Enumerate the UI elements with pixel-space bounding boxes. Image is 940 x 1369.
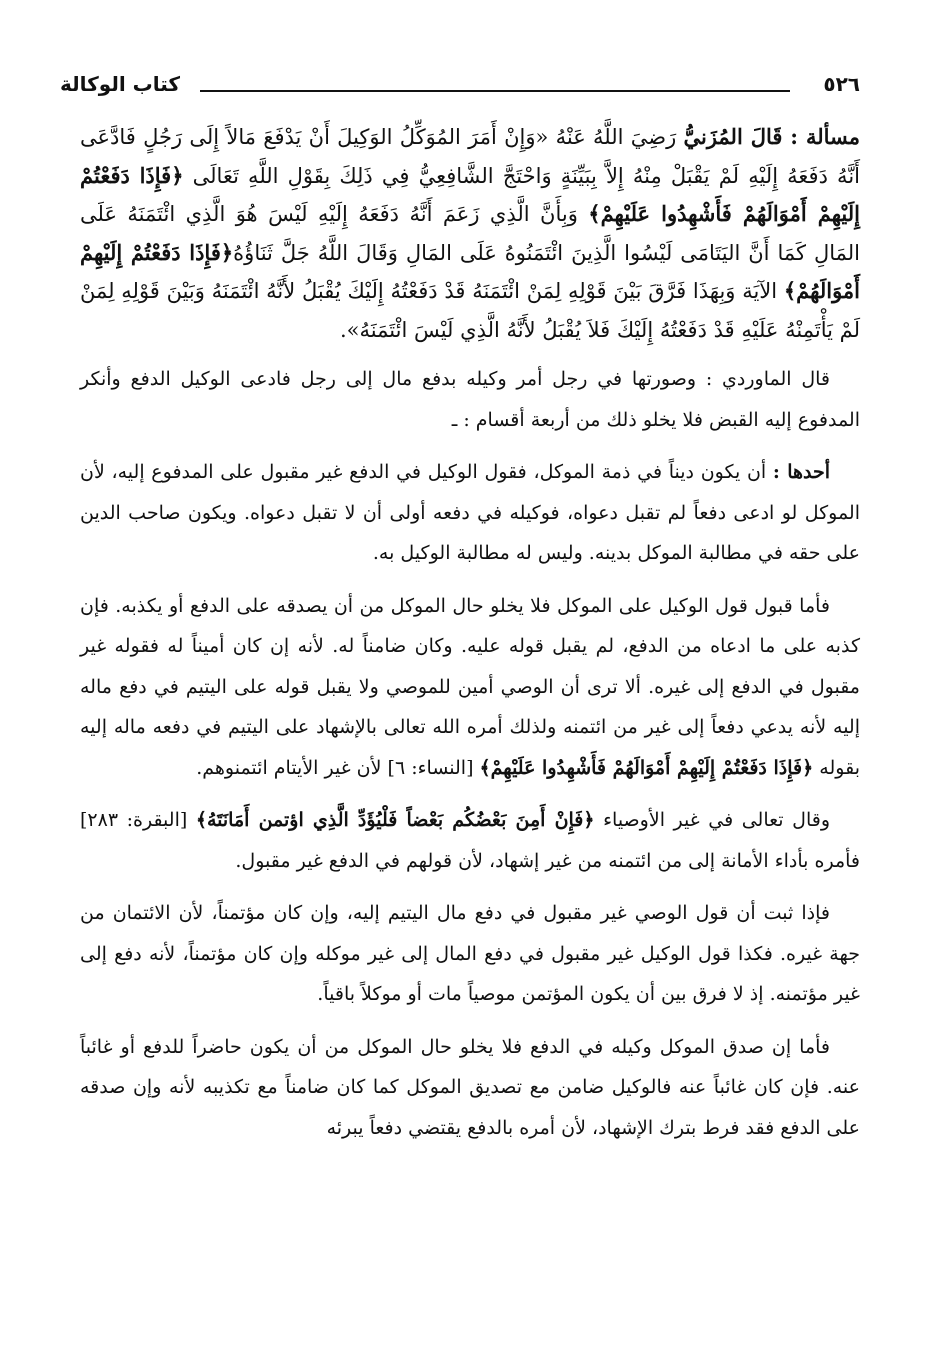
masala-label: مسألة : قَالَ المُزَنيُّ <box>683 124 860 149</box>
paragraph-text: أن يكون ديناً في ذمة الموكل، فقول الوكيل في الدفع غير مقبول على المدفوع إليه، لأن الموكل لو ادعى دفعاً لم تقبل دعواه، فوكيله في دفعه أولى أن لا تقبل دعواه. ويكون صاحب الدين على حقه في مطالبة الموكل بدينه. وليس له مطالبة الوكيل به. <box>80 461 860 564</box>
commentary-paragraph <box>80 586 860 789</box>
header-rule <box>200 90 790 92</box>
book-title: كتاب الوكالة <box>60 72 181 96</box>
section-label: أحدها : <box>772 461 831 483</box>
quran-verse: ﴿فَإِنْ أَمِنَ بَعْضُكُم بَعْضاً فَلْيُؤَدِّ الَّذِي اؤتمن أَمَانَتَهُ﴾ <box>195 809 595 831</box>
quran-verse: ﴿فَإِذَا دَفَعْتُمْ إِلَيْهِمْ أَمْوَالَهُمْ﴾ <box>80 239 860 303</box>
quran-verse: ﴿فَإِذَا دَفَعْتُمْ إِلَيْهِمْ أَمْوَالَهُمْ فَأَشْهِدُوا عَلَيْهِمْ﴾ <box>479 756 814 779</box>
commentary-paragraph <box>80 800 860 881</box>
paragraph-text: [البقرة: ٢٨٣] فأمره بأداء الأمانة إلى من ائتمنه من غير إشهاد، لأن قولهم في الدفع غير مقبول. <box>80 809 860 872</box>
quran-verse: ﴿فَإِذَا دَفَعْتُمْ إِلَيْهِمْ أَمْوَالَهُمْ فَأَشْهِدُوا عَلَيْهِمْ﴾ <box>80 162 860 226</box>
page-body <box>80 118 860 1160</box>
commentary-paragraph <box>80 452 860 574</box>
commentary-paragraph: فأما إن صدق الموكل وكيله في الدفع فلا يخلو حال الموكل من أن يكون حاضراً للدفع أو غائباً عنه. فإن كان غائباً عنه فالوكيل ضامن مع تصديق الموكل كما كان ضامناً مع تكذيبه لأنه وإن صدقه على الدفع فقد فرط بترك الإشهاد، لأن أمره بالدفع يقتضي دفعاً يبرئه <box>80 1035 860 1139</box>
masala-paragraph <box>80 118 860 349</box>
commentary-paragraph: قال الماوردي : وصورتها في رجل أمر وكيله بدفع مال إلى رجل فادعى الوكيل الدفع وأنكر المدفوع إليه القبض فلا يخلو ذلك من أربعة أقسام : ـ <box>80 368 860 431</box>
commentary-paragraph: فإذا ثبت أن قول الوصي غير مقبول في دفع مال اليتيم إليه، وإن كان مؤتمناً، لأن الائتمان من جهة غيره. فكذا قول الوكيل غير مقبول في دفع المال إلى غير موكله وإن كان مؤتمناً، لأنه دفع إلى غير مؤتمنه. إذ لا فرق بين أن يكون المؤتمن موصياً مات أو موكلاً باقياً. <box>80 902 860 1005</box>
masala-text: وَبِأَنَّ الَّذِي زَعَمَ أَنَّهُ دَفَعَهُ إِلَيْهِ لَيْسَ هُوَ الَّذِي ائْتَمَنَهُ عَلَى المَالِ كَمَا أَنَّ اليَتَامَى لَيْسُوا الَّذِينَ ائْتَمَنُوهُ عَلَى المَالِ وَقَالَ اللَّهُ جَلَّ ثَنَاؤُهُ <box>80 202 860 265</box>
paragraph-text: فأما قبول قول الوكيل على الموكل فلا يخلو حال الموكل من أن يصدقه على الدفع أو يكذبه. فإن كذبه على ما ادعاه من الدفع، لم يقبل قوله عليه. وكان ضامناً له. لأنه إن كان أميناً له فقوله غير مقبول في الدفع إلى غيره. ألا ترى أن الوصي أمين للموصي ولا يقبل قوله على اليتيم في دفع ماله إليه لأنه يدعي دفعاً إلى غير من ائتمنه ولذلك أمره الله تعالى بالإشهاد على اليتيم في دفعه ماله إليه بقوله <box>80 594 860 779</box>
masala-text: الآيَة وَبِهَذَا فَرَّقَ بَيْنَ قَوْلِهِ لِمَنْ ائْتَمَنَهُ قَدْ دَفَعْتُهُ إِلَيْكَ يُقْبَلُ لأَنَّهُ ائْتَمَنَهُ وَبَيْنَ قَوْلِهِ لِمَنْ لَمْ يَأْتَمِنْهُ عَلَيْهِ قَدْ دَفَعْتُهُ إِلَيْكَ فَلاَ يُقْبَلُ لأَنَّهُ الَّذِي لَيْسَ ائْتَمَنَهُ». <box>80 279 860 342</box>
paragraph-text: وقال تعالى في غير الأوصياء <box>594 809 831 831</box>
paragraph-text: [النساء: ٦] لأن غير الأيتام ائتمنوهم. <box>196 756 480 779</box>
page-header <box>60 72 860 106</box>
page-number: ٥٢٦ <box>823 72 860 96</box>
masala-text: رَضِيَ اللَّهُ عَنْهُ «وَإِنْ أَمَرَ المُوَكِّلُ الوَكِيلَ أَنْ يَدْفَعَ مَالاً إِلَى رَجُلٍ فَادَّعَى أَنَّهُ دَفَعَهُ إِلَيْهِ لَمْ يَقْبَلْ مِنْهُ إِلاَّ بِبَيِّنَةٍ وَاحْتَجَّ الشَّافِعِيُّ فِي ذَلِكَ بِقَوْلِ اللَّهِ تَعَالَى <box>80 125 860 188</box>
